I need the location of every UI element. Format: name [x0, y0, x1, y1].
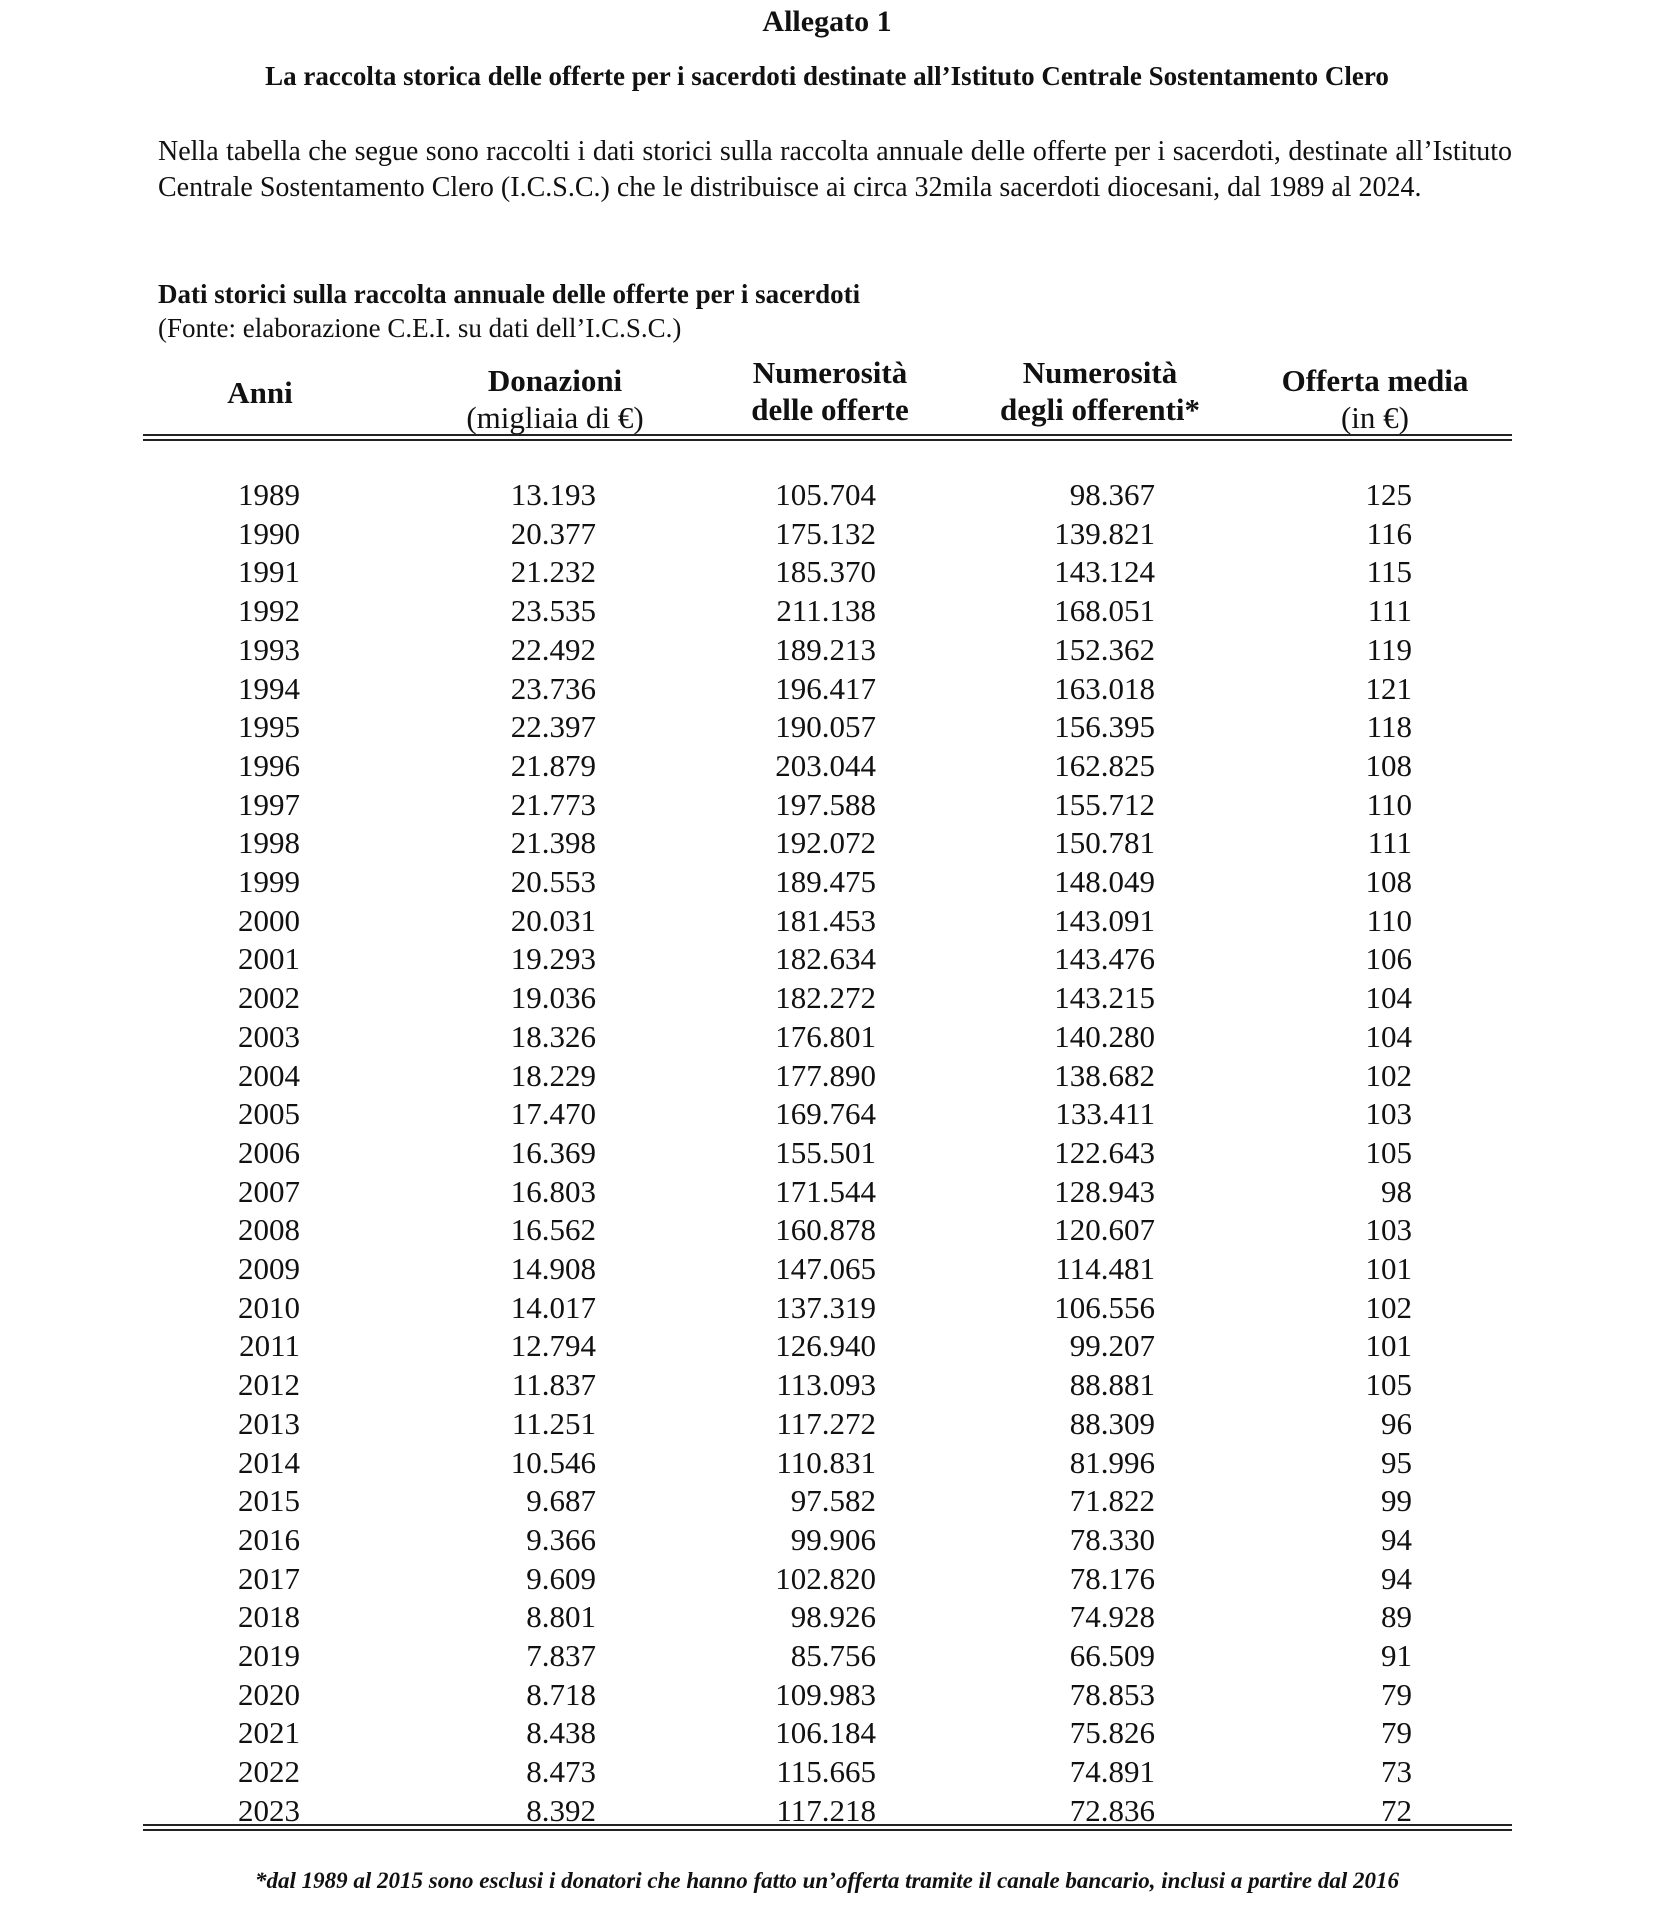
cell-numerosita-offerte: 181.453 — [775, 902, 876, 938]
table-row — [0, 1211, 1654, 1249]
table-row — [0, 1521, 1654, 1559]
cell-donazioni: 8.473 — [526, 1754, 596, 1790]
cell-numerosita-offerte: 190.057 — [775, 709, 876, 745]
cell-numerosita-offerenti: 74.928 — [1069, 1599, 1155, 1635]
cell-donazioni: 11.251 — [511, 1405, 596, 1441]
cell-donazioni: 9.687 — [526, 1483, 596, 1519]
cell-offerta-media: 111 — [1367, 593, 1412, 629]
cell-donazioni: 18.326 — [510, 1018, 596, 1054]
cell-donazioni: 20.377 — [510, 515, 596, 551]
cell-numerosita-offerte: 197.588 — [775, 786, 876, 822]
header-anni — [180, 374, 340, 411]
table-row — [0, 1057, 1654, 1095]
table-rule-bottom — [143, 1829, 1512, 1831]
table-row — [0, 631, 1654, 669]
cell-offerta-media: 105 — [1365, 1134, 1412, 1170]
cell-year: 2011 — [239, 1328, 300, 1364]
cell-offerta-media: 94 — [1381, 1521, 1412, 1557]
cell-numerosita-offerenti: 78.330 — [1069, 1521, 1155, 1557]
cell-year: 1999 — [238, 864, 300, 899]
cell-numerosita-offerenti: 71.822 — [1069, 1483, 1155, 1519]
table-row — [0, 863, 1654, 901]
table-row — [0, 1753, 1654, 1791]
cell-numerosita-offerenti: 138.682 — [1054, 1057, 1155, 1093]
cell-numerosita-offerenti: 88.881 — [1069, 1367, 1155, 1403]
cell-numerosita-offerenti: 114.481 — [1055, 1251, 1155, 1286]
cell-donazioni: 13.193 — [510, 477, 596, 512]
cell-year: 2020 — [238, 1676, 300, 1712]
cell-donazioni: 10.546 — [510, 1444, 596, 1480]
cell-year: 2001 — [238, 941, 300, 977]
cell-donazioni: 11.837 — [511, 1367, 596, 1403]
header-rule-bottom — [143, 439, 1512, 441]
table-row — [0, 515, 1654, 553]
cell-numerosita-offerenti: 98.367 — [1069, 477, 1155, 512]
table-row — [0, 1018, 1654, 1056]
cell-numerosita-offerte: 99.906 — [790, 1521, 876, 1557]
cell-numerosita-offerte: 147.065 — [775, 1251, 876, 1286]
cell-donazioni: 20.553 — [510, 864, 596, 899]
cell-offerta-media: 98 — [1381, 1173, 1412, 1209]
cell-offerta-media: 73 — [1381, 1754, 1412, 1790]
cell-numerosita-offerte: 192.072 — [775, 825, 876, 861]
table-row — [0, 1327, 1654, 1365]
cell-numerosita-offerte: 169.764 — [775, 1096, 876, 1132]
cell-year: 2021 — [238, 1715, 300, 1751]
cell-offerta-media: 101 — [1365, 1328, 1412, 1364]
cell-year: 1997 — [238, 786, 300, 822]
cell-numerosita-offerte: 189.213 — [775, 631, 876, 667]
cell-offerta-media: 99 — [1381, 1483, 1412, 1519]
table-row — [0, 979, 1654, 1017]
cell-numerosita-offerte: 117.218 — [776, 1792, 876, 1828]
cell-offerta-media: 108 — [1365, 864, 1412, 899]
cell-donazioni: 22.397 — [510, 709, 596, 745]
cell-donazioni: 8.438 — [526, 1715, 596, 1751]
cell-donazioni: 21.232 — [510, 554, 596, 590]
cell-numerosita-offerenti: 156.395 — [1054, 709, 1155, 745]
cell-offerta-media: 104 — [1365, 980, 1412, 1016]
header-numerosita-offerte — [700, 354, 960, 428]
cell-numerosita-offerenti: 81.996 — [1069, 1444, 1155, 1480]
cell-numerosita-offerte: 106.184 — [775, 1715, 876, 1751]
table-row — [0, 476, 1654, 514]
document-subtitle: La raccolta storica delle offerte per i sacerdoti destinate all’Istituto Centrale Sostentamento Clero — [265, 61, 1389, 91]
cell-numerosita-offerte: 102.820 — [775, 1560, 876, 1596]
cell-offerta-media: 89 — [1381, 1599, 1412, 1635]
cell-year: 1998 — [238, 825, 300, 861]
header-donazioni-unit: (migliaia di €) — [466, 400, 644, 435]
cell-donazioni: 18.229 — [510, 1057, 596, 1093]
cell-numerosita-offerte: 176.801 — [775, 1018, 876, 1054]
cell-numerosita-offerenti: 75.826 — [1069, 1715, 1155, 1751]
table-row — [0, 1560, 1654, 1598]
cell-offerta-media: 94 — [1381, 1560, 1412, 1596]
cell-year: 1993 — [238, 631, 300, 667]
cell-offerta-media: 103 — [1365, 1212, 1412, 1248]
footnote: *dal 1989 al 2015 sono esclusi i donatori che hanno fatto un’offerta tramite il canale bancario, inclusi a partire dal 2016 — [255, 1868, 1399, 1893]
cell-donazioni: 12.794 — [510, 1328, 596, 1364]
table-row — [0, 1676, 1654, 1714]
table-title: Dati storici sulla raccolta annuale delle offerte per i sacerdoti — [158, 279, 861, 309]
header-anni-label: Anni — [227, 375, 293, 410]
table-row — [0, 1173, 1654, 1211]
cell-year: 2013 — [238, 1405, 300, 1441]
cell-numerosita-offerenti: 162.825 — [1054, 747, 1155, 783]
cell-year: 2023 — [238, 1792, 300, 1828]
table-row — [0, 1444, 1654, 1482]
cell-numerosita-offerenti: 122.643 — [1054, 1134, 1155, 1170]
cell-year: 1989 — [238, 477, 300, 512]
cell-donazioni: 8.718 — [526, 1676, 596, 1712]
cell-offerta-media: 91 — [1381, 1638, 1412, 1673]
table-row — [0, 553, 1654, 591]
header-donazioni — [430, 362, 680, 436]
cell-offerta-media: 72 — [1381, 1792, 1412, 1828]
cell-year: 1995 — [238, 709, 300, 745]
cell-offerta-media: 105 — [1365, 1367, 1412, 1403]
header-numerosita-offerte-line2: delle offerte — [751, 392, 909, 427]
table-row — [0, 1289, 1654, 1327]
table-row — [0, 592, 1654, 630]
table-row — [0, 1134, 1654, 1172]
cell-numerosita-offerte: 182.634 — [775, 941, 876, 977]
document-title: Allegato 1 — [762, 5, 892, 38]
cell-numerosita-offerte: 177.890 — [775, 1057, 876, 1093]
cell-year: 2007 — [238, 1173, 300, 1209]
cell-donazioni: 14.908 — [510, 1251, 596, 1286]
cell-numerosita-offerte: 117.272 — [776, 1405, 876, 1441]
cell-year: 1994 — [238, 670, 300, 706]
cell-numerosita-offerte: 105.704 — [775, 477, 876, 512]
cell-numerosita-offerte: 110.831 — [776, 1444, 876, 1480]
cell-offerta-media: 101 — [1365, 1251, 1412, 1286]
cell-numerosita-offerte: 160.878 — [775, 1212, 876, 1248]
cell-offerta-media: 102 — [1365, 1289, 1412, 1325]
cell-numerosita-offerte: 85.756 — [790, 1638, 876, 1673]
cell-numerosita-offerte: 196.417 — [775, 670, 876, 706]
table-row — [0, 786, 1654, 824]
cell-donazioni: 23.535 — [510, 593, 596, 629]
cell-numerosita-offerte: 126.940 — [775, 1328, 876, 1364]
cell-donazioni: 9.366 — [526, 1521, 596, 1557]
cell-offerta-media: 125 — [1365, 477, 1412, 512]
cell-year: 2012 — [238, 1367, 300, 1403]
cell-numerosita-offerenti: 106.556 — [1054, 1289, 1155, 1325]
cell-donazioni: 23.736 — [510, 670, 596, 706]
cell-year: 2022 — [238, 1754, 300, 1790]
cell-year: 1992 — [238, 593, 300, 629]
cell-numerosita-offerte: 171.544 — [775, 1173, 876, 1209]
cell-numerosita-offerenti: 163.018 — [1054, 670, 1155, 706]
table-row — [0, 1405, 1654, 1443]
cell-donazioni: 16.562 — [510, 1212, 596, 1248]
table-row — [0, 1366, 1654, 1404]
header-offerta-media — [1250, 362, 1500, 436]
cell-offerta-media: 106 — [1365, 941, 1412, 977]
header-offerta-media-label: Offerta media — [1281, 363, 1469, 398]
cell-numerosita-offerte: 175.132 — [775, 515, 876, 551]
cell-numerosita-offerte: 113.093 — [776, 1367, 876, 1403]
cell-offerta-media: 111 — [1367, 825, 1412, 861]
table-row — [0, 1095, 1654, 1133]
cell-year: 2004 — [238, 1057, 300, 1093]
table-row — [0, 1482, 1654, 1520]
table-row — [0, 940, 1654, 978]
cell-offerta-media: 116 — [1366, 515, 1412, 551]
cell-numerosita-offerenti: 143.476 — [1054, 941, 1155, 977]
cell-donazioni: 21.398 — [510, 825, 596, 861]
table-row — [0, 824, 1654, 862]
cell-donazioni: 19.293 — [510, 941, 596, 977]
cell-year: 1996 — [238, 747, 300, 783]
header-numerosita-offerenti-line2: degli offerenti* — [999, 392, 1201, 427]
table-row — [0, 670, 1654, 708]
table-rule-top — [143, 1824, 1512, 1826]
table-row — [0, 1637, 1654, 1675]
cell-year: 1991 — [238, 554, 300, 590]
cell-offerta-media: 104 — [1365, 1018, 1412, 1054]
cell-numerosita-offerenti: 99.207 — [1069, 1328, 1155, 1364]
cell-numerosita-offerenti: 133.411 — [1055, 1096, 1155, 1132]
cell-year: 2005 — [238, 1096, 300, 1132]
intro-paragraph: Nella tabella che segue sono raccolti i dati storici sulla raccolta annuale delle offerte per i sacerdoti, destinate all’Istituto Centrale Sostentamento Clero (I.C.S.C.) che le distribuisce ai circa 32mila sacerdoti diocesani, dal 1989 al 2024. — [158, 136, 1512, 203]
cell-year: 2003 — [238, 1018, 300, 1054]
table-row — [0, 1250, 1654, 1288]
cell-year: 2019 — [238, 1638, 300, 1673]
header-offerta-media-unit: (in €) — [1340, 400, 1409, 435]
cell-donazioni: 21.773 — [510, 786, 596, 822]
cell-offerta-media: 121 — [1365, 670, 1412, 706]
cell-numerosita-offerenti: 128.943 — [1054, 1173, 1155, 1209]
cell-numerosita-offerenti: 150.781 — [1054, 825, 1155, 861]
cell-numerosita-offerenti: 74.891 — [1069, 1754, 1155, 1790]
cell-year: 2000 — [238, 902, 300, 938]
cell-numerosita-offerenti: 78.176 — [1069, 1560, 1155, 1596]
cell-year: 2014 — [238, 1444, 300, 1480]
cell-donazioni: 9.609 — [526, 1560, 596, 1596]
cell-numerosita-offerte: 182.272 — [775, 980, 876, 1016]
cell-year: 2016 — [238, 1521, 300, 1557]
cell-numerosita-offerenti: 88.309 — [1069, 1405, 1155, 1441]
table-row — [0, 1598, 1654, 1636]
cell-offerta-media: 110 — [1366, 786, 1412, 822]
cell-numerosita-offerte: 97.582 — [790, 1483, 876, 1519]
cell-offerta-media: 108 — [1365, 747, 1412, 783]
table-row — [0, 708, 1654, 746]
cell-donazioni: 16.369 — [510, 1134, 596, 1170]
cell-numerosita-offerte: 137.319 — [775, 1289, 876, 1325]
cell-year: 2009 — [238, 1251, 300, 1286]
table-row — [0, 1714, 1654, 1752]
cell-numerosita-offerenti: 120.607 — [1054, 1212, 1155, 1248]
cell-year: 2015 — [238, 1483, 300, 1519]
cell-numerosita-offerenti: 66.509 — [1069, 1638, 1155, 1673]
cell-offerta-media: 102 — [1365, 1057, 1412, 1093]
header-numerosita-offerenti-line1: Numerosità — [1022, 355, 1178, 390]
cell-offerta-media: 118 — [1366, 709, 1412, 745]
cell-year: 2010 — [238, 1289, 300, 1325]
header-numerosita-offerte-line1: Numerosità — [752, 355, 908, 390]
cell-year: 2008 — [238, 1212, 300, 1248]
cell-offerta-media: 79 — [1381, 1676, 1412, 1712]
cell-numerosita-offerte: 211.138 — [776, 593, 876, 629]
cell-donazioni: 21.879 — [510, 747, 596, 783]
cell-numerosita-offerenti: 143.215 — [1054, 980, 1155, 1016]
cell-numerosita-offerte: 109.983 — [775, 1676, 876, 1712]
cell-numerosita-offerenti: 148.049 — [1054, 864, 1155, 899]
cell-donazioni: 20.031 — [510, 902, 596, 938]
cell-numerosita-offerenti: 155.712 — [1054, 786, 1155, 822]
cell-year: 1990 — [238, 515, 300, 551]
header-rule-top — [143, 434, 1512, 436]
cell-offerta-media: 79 — [1381, 1715, 1412, 1751]
table-row — [0, 747, 1654, 785]
cell-numerosita-offerte: 155.501 — [775, 1134, 876, 1170]
cell-offerta-media: 96 — [1381, 1405, 1412, 1441]
header-donazioni-label: Donazioni — [487, 363, 623, 398]
cell-donazioni: 22.492 — [510, 631, 596, 667]
cell-year: 2002 — [238, 980, 300, 1016]
cell-donazioni: 7.837 — [526, 1638, 596, 1673]
cell-numerosita-offerte: 98.926 — [790, 1599, 876, 1635]
cell-year: 2006 — [238, 1134, 300, 1170]
cell-offerta-media: 115 — [1366, 554, 1412, 590]
cell-numerosita-offerte: 115.665 — [776, 1754, 876, 1790]
cell-donazioni: 8.801 — [526, 1599, 596, 1635]
cell-numerosita-offerenti: 152.362 — [1054, 631, 1155, 667]
cell-donazioni: 17.470 — [510, 1096, 596, 1132]
table-source: (Fonte: elaborazione C.E.I. su dati dell’I.C.S.C.) — [158, 313, 682, 343]
cell-offerta-media: 95 — [1381, 1444, 1412, 1480]
cell-numerosita-offerte: 189.475 — [775, 864, 876, 899]
cell-offerta-media: 119 — [1366, 631, 1412, 667]
cell-offerta-media: 110 — [1366, 902, 1412, 938]
header-numerosita-offerenti — [960, 354, 1240, 428]
table-row — [0, 902, 1654, 940]
cell-numerosita-offerenti: 72.836 — [1069, 1792, 1155, 1828]
cell-numerosita-offerte: 203.044 — [775, 747, 876, 783]
cell-numerosita-offerenti: 168.051 — [1054, 593, 1155, 629]
cell-donazioni: 8.392 — [526, 1792, 596, 1828]
cell-numerosita-offerenti: 140.280 — [1054, 1018, 1155, 1054]
cell-offerta-media: 103 — [1365, 1096, 1412, 1132]
cell-numerosita-offerte: 185.370 — [775, 554, 876, 590]
cell-year: 2017 — [238, 1560, 300, 1596]
cell-donazioni: 19.036 — [510, 980, 596, 1016]
cell-donazioni: 14.017 — [510, 1289, 596, 1325]
cell-donazioni: 16.803 — [510, 1173, 596, 1209]
cell-numerosita-offerenti: 78.853 — [1069, 1676, 1155, 1712]
cell-year: 2018 — [238, 1599, 300, 1635]
cell-numerosita-offerenti: 143.091 — [1054, 902, 1155, 938]
cell-numerosita-offerenti: 143.124 — [1054, 554, 1155, 590]
cell-numerosita-offerenti: 139.821 — [1054, 515, 1155, 551]
